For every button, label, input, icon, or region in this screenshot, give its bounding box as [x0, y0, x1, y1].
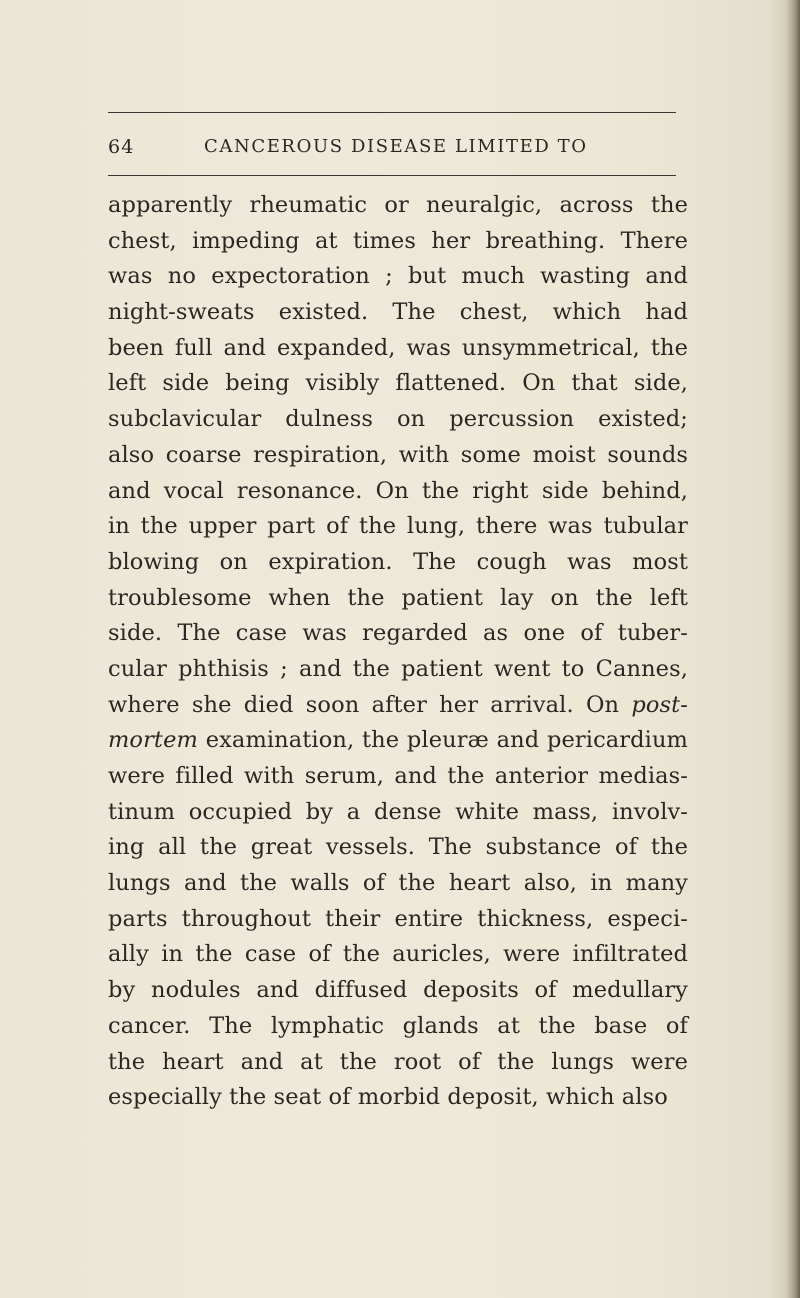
- text-line: ing all the great vessels. The substance of the: [108, 834, 688, 861]
- text-line: chest, impeding at times her breathing. There: [108, 227, 688, 254]
- header-rule-bottom: [108, 175, 676, 176]
- text-line: in the upper part of the lung, there was tubular: [108, 513, 688, 540]
- text-line: by nodules and diffused deposits of medullary: [108, 977, 688, 1004]
- text-line: night-sweats existed. The chest, which had: [108, 299, 688, 326]
- text-segment: where she died soon after her arrival. On: [108, 691, 632, 718]
- text-segment: examination, the pleuræ and pericardium: [197, 727, 688, 754]
- text-line: was no expectoration ; but much wasting and: [108, 263, 688, 290]
- text-line: especially the seat of morbid deposit, which also: [108, 1084, 668, 1111]
- page-edge-shadow: [786, 0, 800, 1298]
- body-text: [108, 188, 688, 1116]
- text-line: cancer. The lymphatic glands at the base of: [108, 1012, 688, 1039]
- text-line: troublesome when the patient lay on the left: [108, 584, 688, 611]
- text-line: apparently rheumatic or neuralgic, across the: [108, 192, 688, 218]
- text-line: ally in the case of the auricles, were infiltrated: [108, 941, 688, 968]
- text-line: lungs and the walls of the heart also, in many: [108, 870, 688, 897]
- text-line: left side being visibly flattened. On that side,: [108, 370, 688, 397]
- text-line: side. The case was regarded as one of tuber-: [108, 620, 688, 647]
- text-line: been full and expanded, was unsymmetrical, the: [108, 334, 688, 361]
- italic-segment: mortem: [108, 727, 198, 754]
- text-line-mixed: [108, 723, 688, 759]
- text-line: were filled with serum, and the anterior medias-: [108, 763, 688, 789]
- page-header: [108, 136, 676, 160]
- text-line: the heart and at the root of the lungs were: [108, 1048, 688, 1075]
- text-line: tinum occupied by a dense white mass, involv-: [108, 798, 688, 825]
- italic-segment: post-: [631, 691, 688, 718]
- text-line: blowing on expiration. The cough was most: [108, 548, 688, 575]
- running-head: CANCEROUS DISEASE LIMITED TO: [204, 136, 588, 157]
- page-number: 64: [108, 136, 135, 158]
- text-line: cular phthisis ; and the patient went to Cannes,: [108, 655, 688, 682]
- text-line: subclavicular dulness on percussion existed;: [108, 406, 688, 433]
- text-line: parts throughout their entire thickness, especi-: [108, 905, 688, 932]
- text-line: and vocal resonance. On the right side behind,: [108, 477, 688, 504]
- text-line-mixed: [108, 688, 688, 724]
- header-rule-top: [108, 112, 676, 113]
- text-line: also coarse respiration, with some moist sounds: [108, 441, 688, 468]
